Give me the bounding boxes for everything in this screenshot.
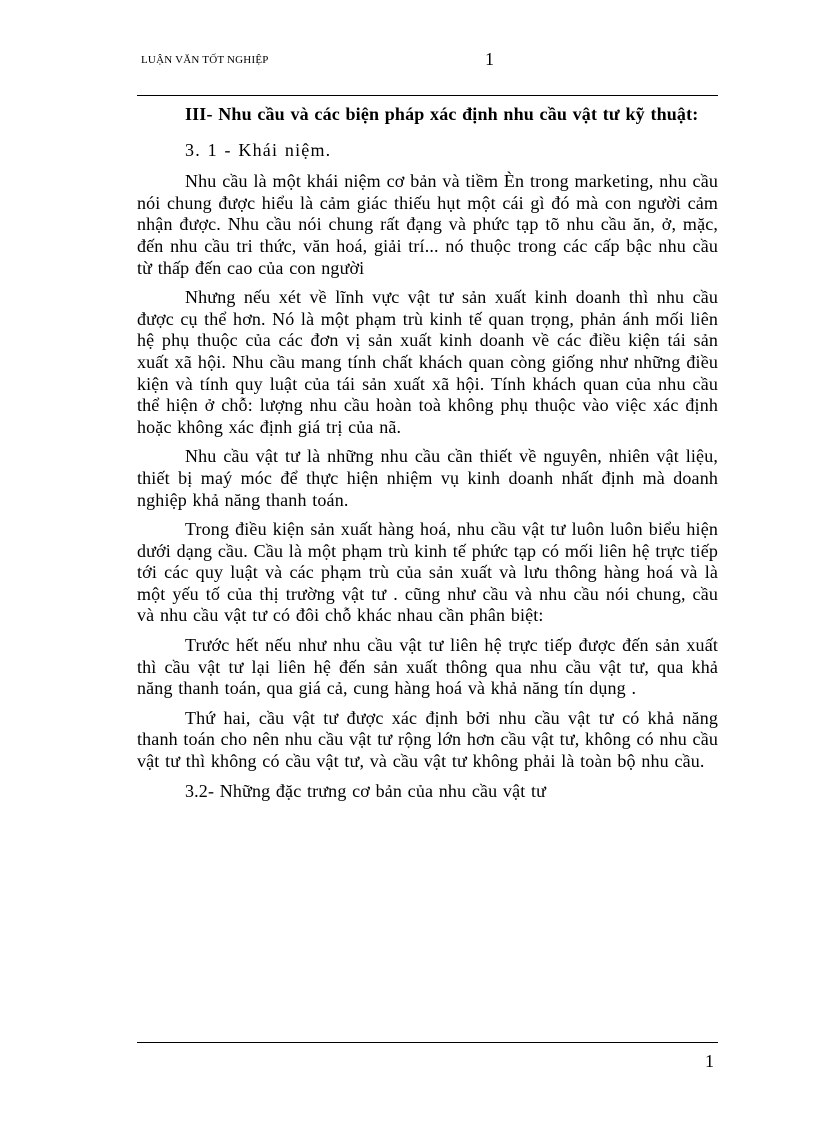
header-page-number: 1 — [485, 49, 494, 69]
paragraph: Trong điều kiện sản xuất hàng hoá, nhu cầu vật tư luôn luôn biểu hiện dưới dạng cầu. Cầu là một phạm trù kinh tế phức tạp có mối liên hệ trực tiếp tới các quy luật và các phạm trù của sản xuất và lưu thông hàng hoá và là một yếu tố của thị trường vật tư . cũng như cầu và nhu cầu nói chung, cầu và nhu cầu vật tư có đôi chỗ khác nhau cần phân biệt: — [137, 519, 718, 626]
header-divider — [137, 95, 718, 96]
paragraph: Thứ hai, cầu vật tư được xác định bởi nhu cầu vật tư có khả năng thanh toán cho nên nhu cầu vật tư rộng lớn hơn cầu vật tư, không có nhu cầu vật tư thì không có cầu vật tư, và cầu vật tư không phải là toàn bộ nhu cầu. — [137, 707, 718, 772]
paragraph: Nhưng nếu xét về lĩnh vực vật tư sản xuất kinh doanh thì nhu cầu được cụ thể hơn. Nó là một phạm trù kinh tế quan trọng, phản ánh mối liên hệ phụ thuộc của các đơn vị sản xuất kinh doanh về các điều kiện tái sản xuất xã hội. Nhu cầu mang tính chất khách quan còng giống như những điều kiện và tính quy luật của tái sản xuất xã hội. Tính khách quan của nhu cầu thể hiện ở chỗ: lượng nhu cầu hoàn toà không phụ thuộc vào việc xác định hoặc không xác định giá trị của nã. — [137, 287, 718, 437]
document-body — [137, 104, 718, 810]
footer-page-number: 1 — [705, 1051, 714, 1071]
footer-divider — [137, 1042, 718, 1043]
sub-heading-characteristics: 3.2- Những đặc trưng cơ bản của nhu cầu vật tư — [185, 780, 547, 801]
running-header-title: LUẬN VĂN TỐT NGHIỆP — [141, 54, 269, 66]
section-heading: III- Nhu cầu và các biện pháp xác định nhu cầu vật tư kỹ thuật: — [185, 104, 699, 124]
paragraph: Nhu cầu vật tư là những nhu cầu cần thiết về nguyên, nhiên vật liệu, thiết bị maý móc để thực hiện nhiệm vụ kinh doanh nhất định mà doanh nghiệp khả năng thanh toán. — [137, 446, 718, 510]
paragraph: Trước hết nếu như nhu cầu vật tư liên hệ trực tiếp được đến sản xuất thì cầu vật tư lại liên hệ đến sản xuất thông qua nhu cầu vật tư, qua khả năng thanh toán, qua giá cả, cung hàng hoá và khả năng tín dụng . — [137, 635, 718, 699]
paragraph: Nhu cầu là một khái niệm cơ bản và tiềm Èn trong marketing, nhu cầu nói chung được hiểu là cảm giác thiếu hụt một cái gì đó mà con người cảm nhận được. Nhu cầu nói chung rất đạng và phức tạp tõ nhu cầu ăn, ở, mặc, đến nhu cầu tri thức, văn hoá, giải trí... nó thuộc trong các cấp bậc nhu cầu từ thấp đến cao của con người — [137, 171, 718, 278]
sub-heading-concept: 3. 1 - Khái niệm. — [185, 139, 332, 160]
